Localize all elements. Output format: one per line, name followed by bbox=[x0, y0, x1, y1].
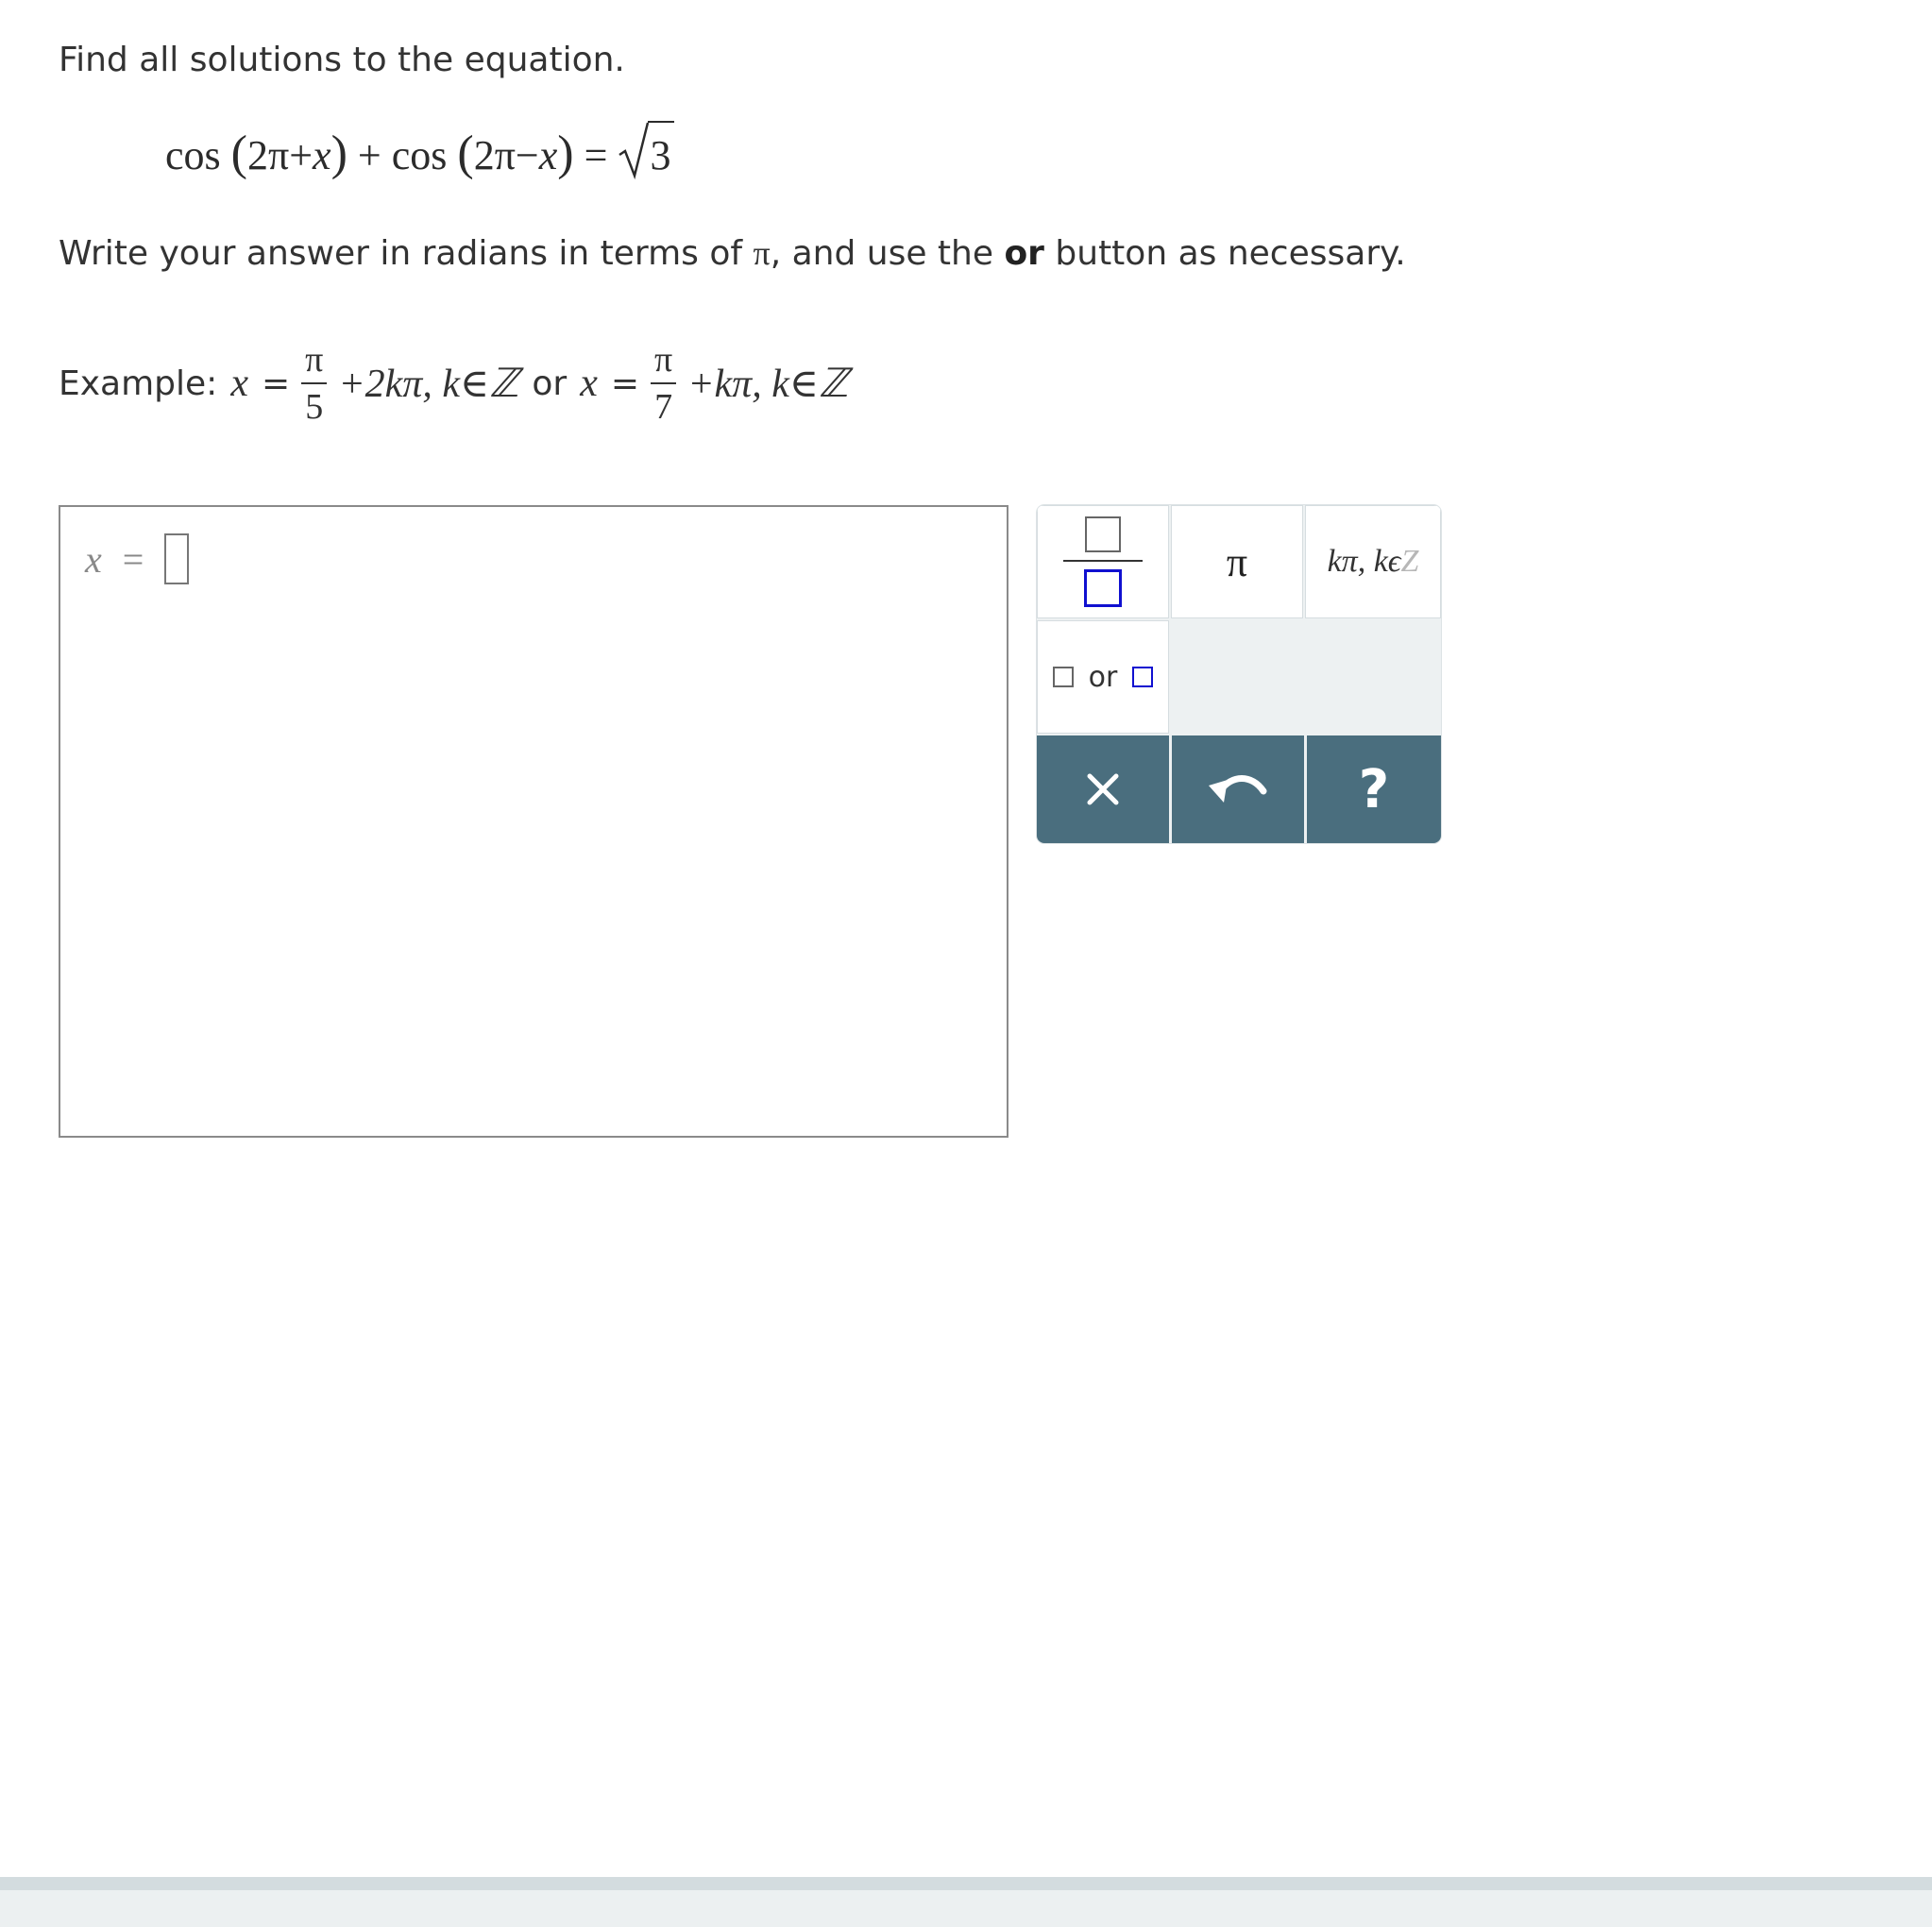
instructions-pi: π bbox=[753, 234, 771, 272]
square-root bbox=[618, 121, 674, 189]
instructions-text-1: Write your answer in radians in terms of bbox=[59, 234, 754, 273]
fraction-key[interactable] bbox=[1037, 505, 1169, 618]
equation-arg2-var: x bbox=[538, 132, 558, 178]
answer-input-area[interactable] bbox=[59, 505, 1008, 1138]
or-right-box-icon bbox=[1132, 667, 1153, 687]
help-icon: ? bbox=[1358, 758, 1390, 820]
equation-func2: cos bbox=[391, 132, 448, 178]
answer-line[interactable] bbox=[85, 533, 189, 584]
example-label: Example: bbox=[59, 363, 218, 403]
undo-icon bbox=[1207, 769, 1269, 810]
example-eq-2: = bbox=[610, 363, 640, 403]
equation-arg2-a: 2π bbox=[473, 132, 516, 178]
instructions-or-bold: or bbox=[1004, 234, 1044, 273]
example-fraction-1-den: 5 bbox=[305, 387, 324, 427]
pi-key[interactable]: π bbox=[1171, 505, 1303, 618]
undo-button[interactable] bbox=[1172, 735, 1304, 843]
or-key-label: or bbox=[1088, 660, 1118, 694]
or-left-box-icon bbox=[1053, 667, 1074, 687]
instructions bbox=[59, 228, 1406, 279]
radicand: 3 bbox=[648, 121, 674, 189]
instructions-text-3: button as necessary. bbox=[1043, 234, 1406, 273]
example-var-1: x bbox=[230, 362, 248, 405]
example-term-1: +2kπ, k∈ℤ bbox=[338, 363, 519, 406]
equation-arg1-op: + bbox=[289, 132, 314, 178]
radical-sign-icon bbox=[618, 119, 650, 179]
fraction-icon bbox=[1063, 516, 1143, 607]
answer-slot[interactable] bbox=[164, 533, 189, 584]
example-or: or bbox=[532, 363, 568, 403]
clear-button[interactable] bbox=[1037, 735, 1169, 843]
math-keypad bbox=[1037, 505, 1441, 843]
example-fraction-2-den: 7 bbox=[654, 387, 673, 427]
equation: cos (2π+x) + cos (2π−x) = 3 bbox=[165, 121, 674, 189]
answer-var: x bbox=[85, 537, 102, 581]
example-term-2: +kπ, k∈ℤ bbox=[687, 363, 849, 406]
close-icon bbox=[1084, 770, 1122, 808]
example-fraction-1 bbox=[301, 339, 327, 428]
k-pi-integer-key[interactable] bbox=[1305, 505, 1441, 618]
equation-func1: cos bbox=[165, 132, 221, 178]
or-key[interactable] bbox=[1037, 620, 1169, 734]
example-eq-1: = bbox=[261, 363, 291, 403]
k-pi-key-label: kπ, kϵ bbox=[1327, 544, 1401, 579]
question-prompt: Find all solutions to the equation. bbox=[59, 41, 625, 79]
example bbox=[59, 336, 848, 431]
equation-arg2-op: − bbox=[515, 132, 539, 178]
equation-plus: + bbox=[357, 132, 381, 178]
answer-eq: = bbox=[122, 537, 144, 581]
k-pi-key-set: Z bbox=[1400, 544, 1419, 579]
equation-equals: = bbox=[584, 132, 608, 178]
instructions-text-2: , and use the bbox=[770, 234, 1005, 273]
bottom-bar bbox=[0, 1877, 1932, 1927]
example-fraction-1-num: π bbox=[305, 340, 324, 380]
help-button[interactable] bbox=[1307, 735, 1441, 843]
example-fraction-2 bbox=[651, 339, 676, 428]
equation-arg1-a: 2π bbox=[246, 132, 290, 178]
example-fraction-2-num: π bbox=[654, 340, 673, 380]
equation-arg1-var: x bbox=[313, 132, 331, 178]
example-var-2: x bbox=[580, 362, 598, 405]
